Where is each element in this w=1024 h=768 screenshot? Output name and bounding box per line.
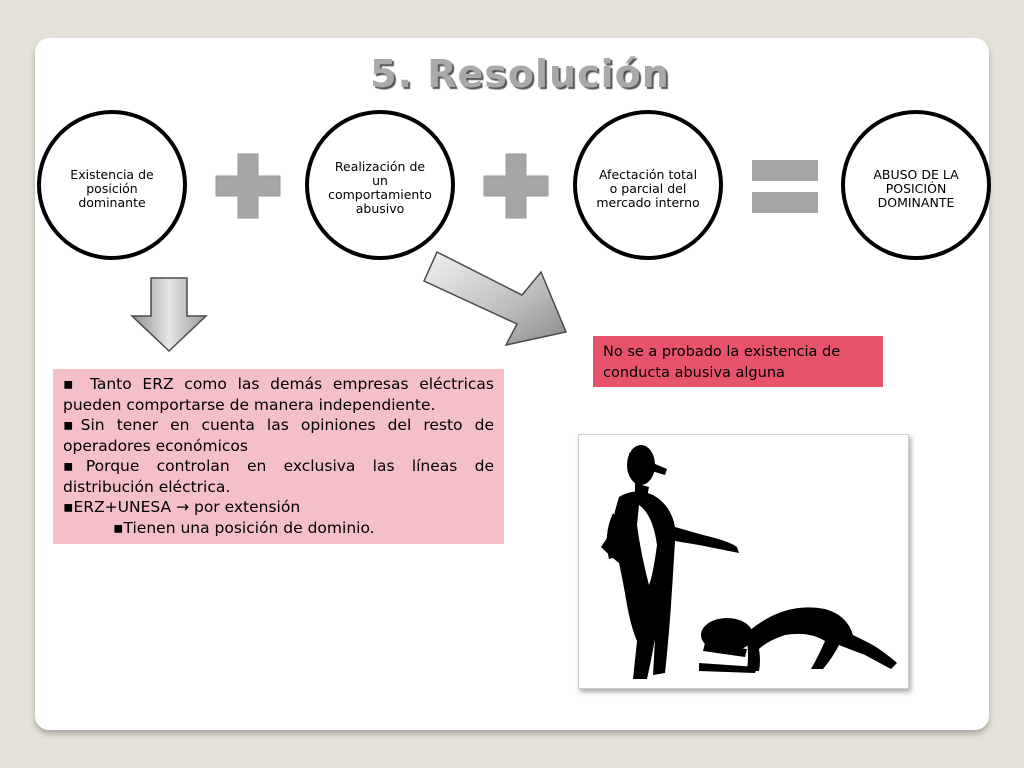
down-arrow-icon (130, 276, 210, 354)
domination-silhouette-illustration (579, 435, 908, 688)
circle-label: Existencia de posición dominante (70, 167, 154, 210)
bullet-item: ▪ERZ+UNESA → por extensión (63, 498, 301, 516)
bullet-item: ▪Porque controlan en exclusiva las líneas de distribución eléctrica. (63, 457, 494, 496)
plus-icon (482, 152, 550, 220)
diagonal-arrow-icon (418, 250, 570, 350)
circle-abuse-result (841, 110, 991, 260)
illustration-frame (578, 434, 909, 689)
page-title: 5. Resolución (370, 52, 670, 96)
circle-label: Realización de un comportamiento abusivo (328, 159, 432, 216)
circle-dominant-position (37, 110, 187, 260)
circle-label: ABUSO DE LA POSICIÓN DOMINANTE (873, 167, 959, 210)
conclusion-note: No se a probado la existencia de conducta abusiva alguna (593, 336, 883, 387)
bullet-list-box (53, 369, 504, 544)
bullet-item: ▪Sin tener en cuenta las opiniones del resto de operadores económicos (63, 416, 494, 455)
plus-icon (214, 152, 282, 220)
circle-market-affectation (573, 110, 723, 260)
bullet-item: ▪ Tanto ERZ como las demás empresas eléctricas pueden comportarse de manera independiente. (63, 375, 494, 414)
circle-label: Afectación total o parcial del mercado interno (596, 167, 700, 210)
equals-icon (751, 158, 819, 216)
bullet-item: ▪Tienen una posición de dominio. (113, 518, 375, 537)
circle-abusive-behaviour (305, 110, 455, 260)
